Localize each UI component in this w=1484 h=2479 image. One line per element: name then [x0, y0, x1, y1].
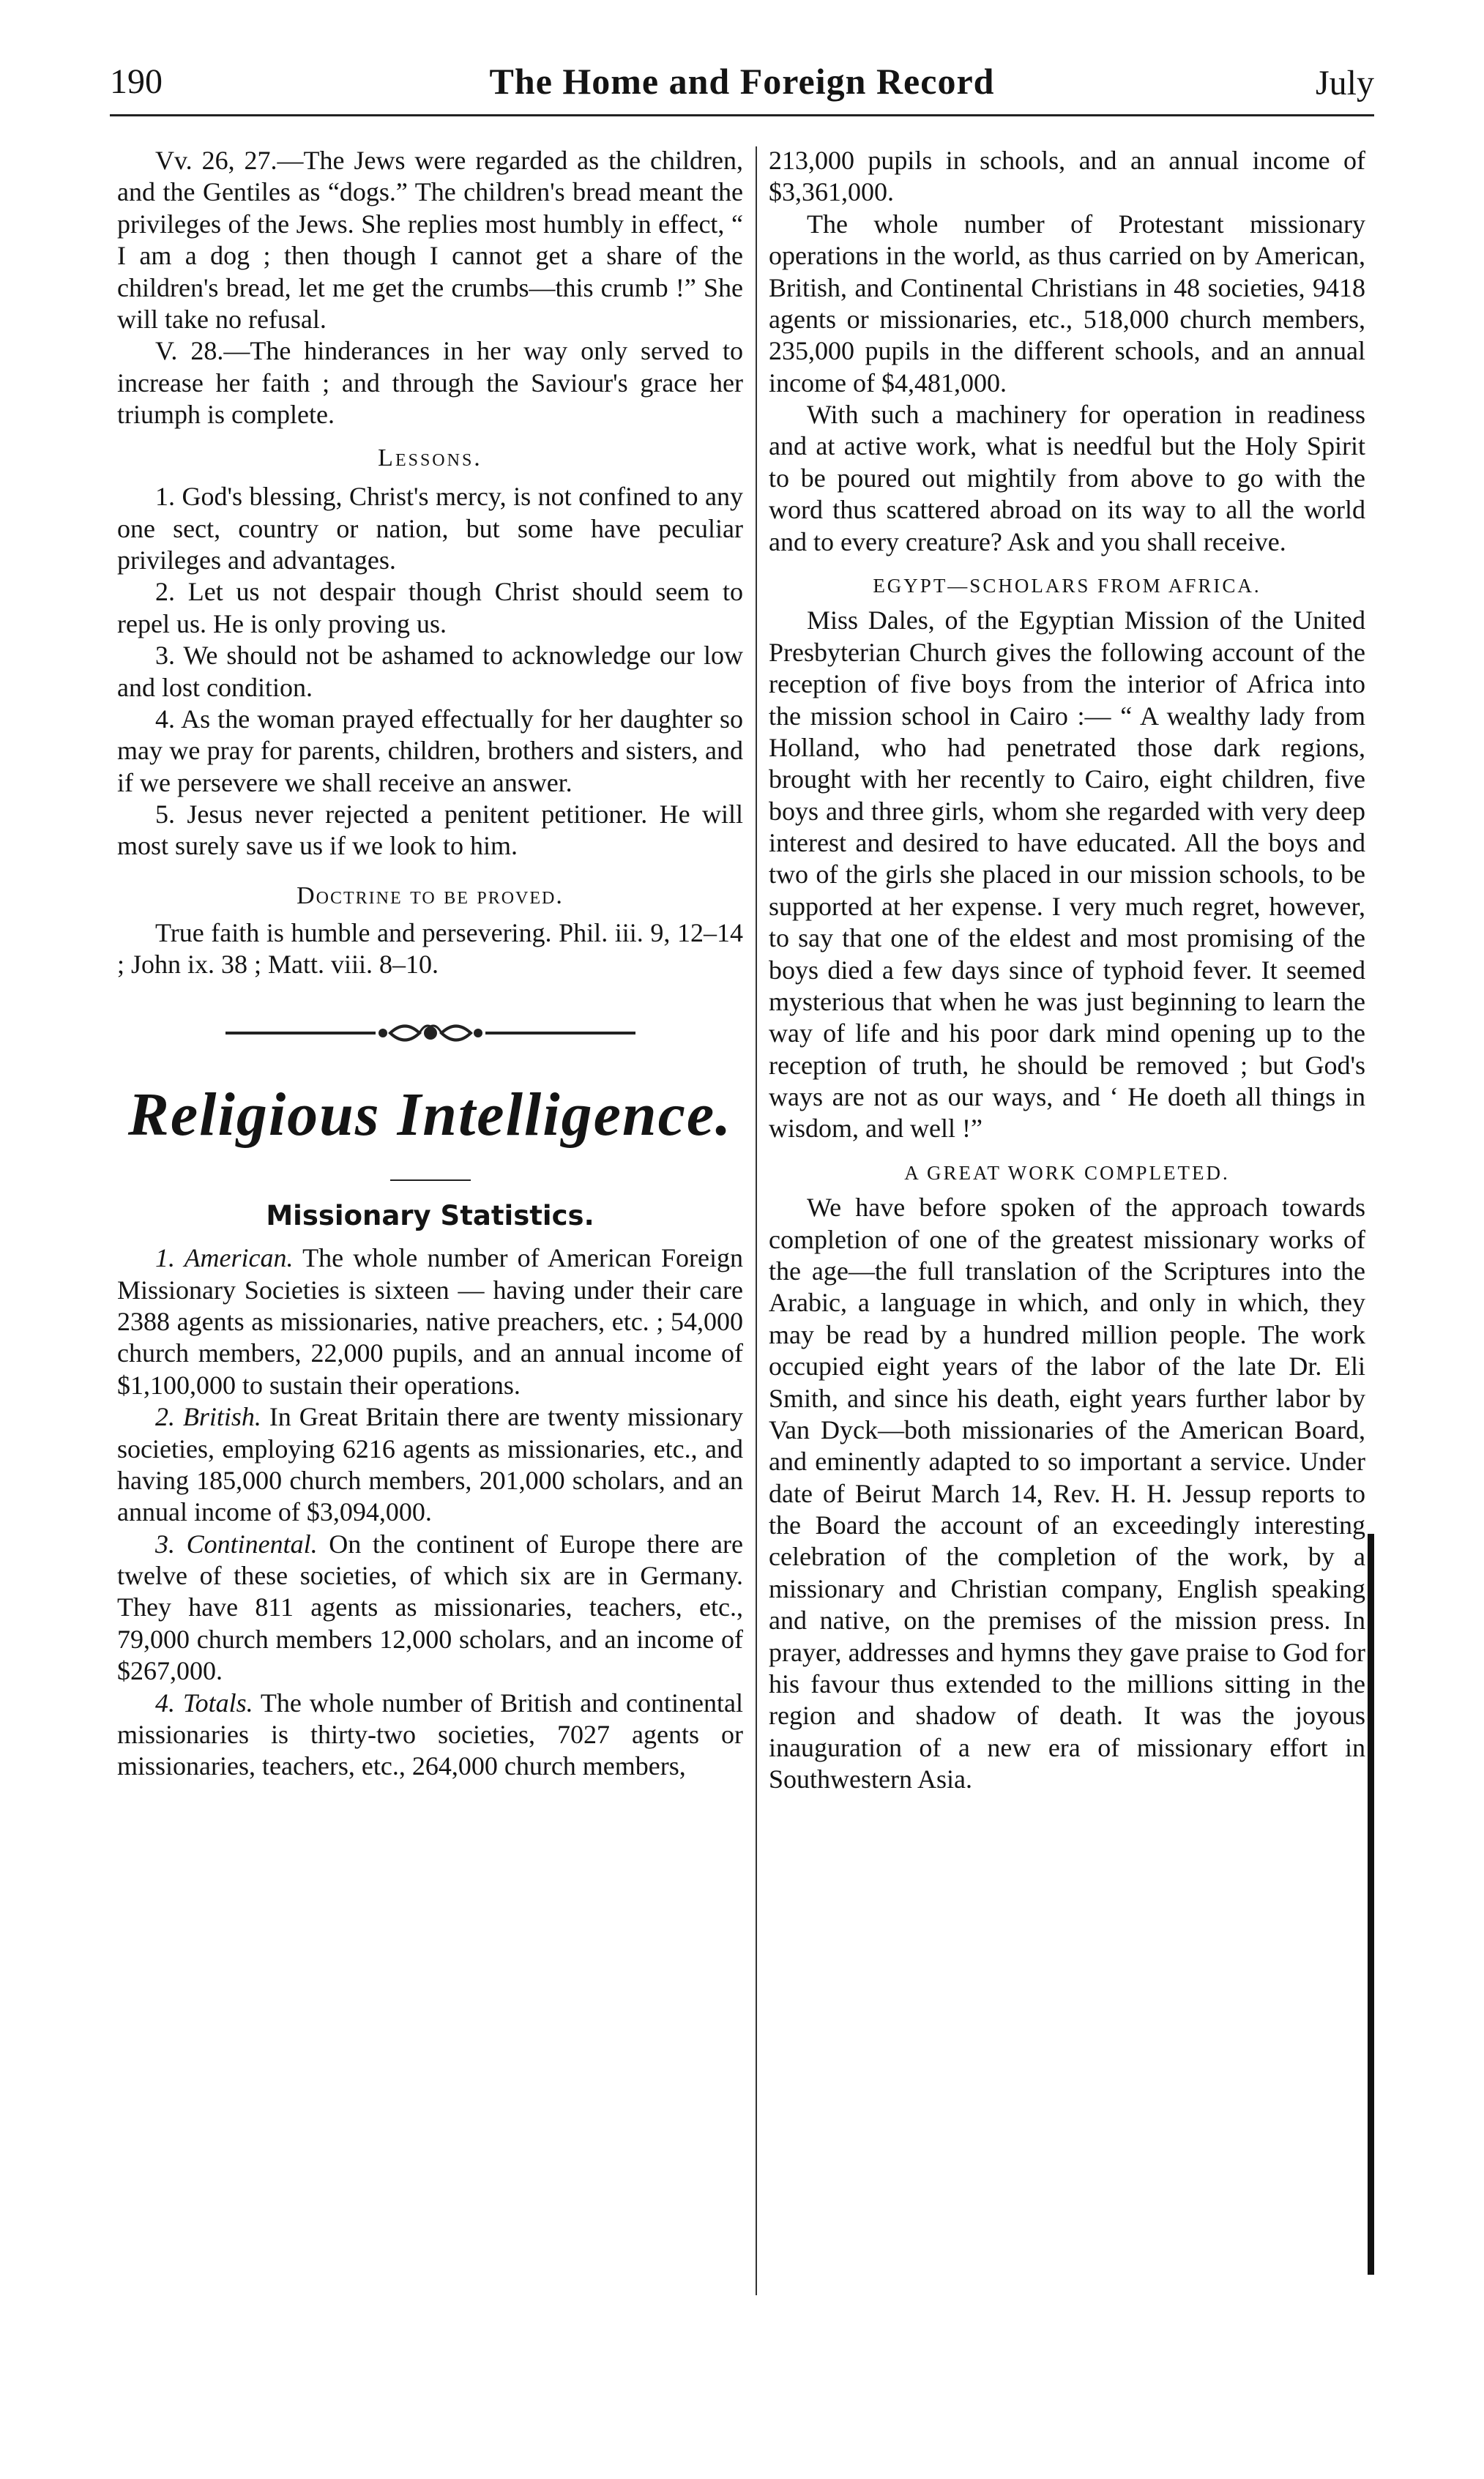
- issue-month: July: [1315, 64, 1374, 102]
- work-heading: A GREAT WORK COMPLETED.: [904, 1161, 1230, 1184]
- doctrine-heading: Doctrine to be proved.: [297, 881, 564, 909]
- flourish-ornament-icon: [225, 1015, 635, 1051]
- ornament-divider: [117, 1015, 743, 1059]
- doctrine-text: True faith is humble and persevering. Phil. iii. 9, 12–14 ; John ix. 38 ; Matt. viii. 8–10.: [117, 917, 743, 980]
- lesson-item: 5. Jesus never rejected a penitent petitioner. He will most surely save us if we look to him.: [117, 799, 743, 861]
- stat-item: [117, 1688, 743, 1783]
- stat-label: 4. Totals.: [155, 1688, 253, 1718]
- stat-item: [117, 1401, 743, 1529]
- running-head: [110, 61, 1374, 116]
- stat-label: 3. Continental.: [155, 1529, 318, 1559]
- stat-text: The whole number of American Foreign Missionary Societies is sixteen — having under their care 2388 agents as missionaries, native preachers, etc. ; 54,000 church members, 22,000 pupils, and an annual income of $1,100,000 to sustain their operations.: [117, 1243, 744, 1400]
- stat-item: [117, 1529, 743, 1688]
- paragraph: 213,000 pupils in schools, and an annual income of $3,361,000.: [769, 146, 1365, 207]
- stat-text: The whole number of British and continental missionaries is thirty-two societies, 7027 agents or missionaries, teachers, etc., 264,000 church members,: [117, 1688, 743, 1781]
- paragraph: We have before spoken of the approach towards completion of one of the greatest missionary works of the age—the full translation of the Scriptures into the Arabic, a language in which, and only in which, they may be read by a hundred million people. The work occupied eight years of the labor of the late Dr. Eli Smith, and since his death, eight years further labor by Van Dyck—both missionaries of the American Board, and eminently adapted to so important a service. Under date of Beirut March 14, Rev. H. H. Jessup reports to the Board the account of an exceedingly interesting celebration of the completion of the work, by a missionary and Christian company, English speaking and native, on the premises of the mission press. In prayer, addresses and hymns they gave praise to God for his favour thus extended to the millions sitting in the region and shadow of death. It was the joyous inauguration of a new era of missionary effort in Southwestern Asia.: [769, 1193, 1365, 1794]
- paragraph: Vv. 26, 27.—The Jews were regarded as the children, and the Gentiles as “dogs.” The children's bread meant the privileges of the Jews. She replies most humbly in effect, “ I am a dog ; then though I cannot get a share of the children's bread, let me get the crumbs—this crumb !” She will take no refusal.: [117, 146, 743, 334]
- stat-label: 2. British.: [155, 1402, 261, 1432]
- stat-label: 1. American.: [155, 1243, 294, 1273]
- margin-rule: [1368, 1534, 1374, 2275]
- column-divider: [756, 146, 757, 2295]
- right-column: [769, 145, 1365, 1795]
- short-rule: [390, 1179, 471, 1181]
- paragraph: V. 28.—The hinderances in her way only served to increase her faith ; and through the Saviour's grace her triumph is complete.: [117, 336, 743, 429]
- lessons-heading: Lessons.: [378, 444, 482, 472]
- stat-text: On the continent of Europe there are twelve of these societies, of which six are in Germany. They have 811 agents as missionaries, teachers, etc., 79,000 church members 12,000 scholars, and an income of $267,000.: [117, 1529, 744, 1686]
- journal-title: The Home and Foreign Record: [489, 61, 995, 102]
- lesson-item: 4. As the woman prayed effectually for her daughter so may we pray for parents, children, brothers and sisters, and if we persevere we shall receive an answer.: [117, 704, 743, 797]
- left-column: [117, 145, 743, 1783]
- subheading: Missionary Statistics.: [266, 1199, 594, 1231]
- lesson-item: 3. We should not be ashamed to acknowledge our low and lost condition.: [117, 641, 743, 702]
- paragraph: The whole number of Protestant missionary operations in the world, as thus carried on by American, British, and Continental Christians in 48 societies, 9418 agents or missionaries, etc., 518,000 church members, 235,000 pupils in the different schools, and an annual income of $4,481,000.: [769, 209, 1365, 398]
- paragraph: Miss Dales, of the Egyptian Mission of the United Presbyterian Church gives the following account of the reception of five boys from the interior of Africa into the mission school in Cairo :— “ A wealthy lady from Holland, who had penetrated those dark regions, brought with her recently to Cairo, eight children, five boys and three girls, whom she regarded with very deep interest and desired to have educated. All the boys and two of the girls she placed in our mission schools, to be supported at her expense. I very much regret, however, to say that one of the eldest and most promising of the boys died a few days since of typhoid fever. It seemed mysterious that when he was just beginning to learn the way of life and his poor dark mind opening up to the reception of truth, he should be removed ; but God's ways are not as our ways, and ‘ He doeth all things in wisdom, and well !”: [769, 605, 1365, 1144]
- stat-text: In Great Britain there are twenty missionary societies, employing 6216 agents as missionaries, etc., and having 185,000 church members, 201,000 scholars, and an annual income of $3,094,000.: [117, 1402, 743, 1527]
- egypt-heading: EGYPT—SCHOLARS FROM AFRICA.: [873, 574, 1261, 597]
- paragraph: With such a machinery for operation in readiness and at active work, what is needful but the Holy Spirit to be poured out mightily from above to go with the word thus scattered abroad on its way to all the world and to every creature? Ask and you shall receive.: [769, 400, 1365, 556]
- section-title: Religious Intelligence.: [127, 1080, 733, 1149]
- lesson-item: 1. God's blessing, Christ's mercy, is not confined to any one sect, country or nation, but some have peculiar privileges and advantages.: [117, 482, 743, 575]
- lesson-item: 2. Let us not despair though Christ should seem to repel us. He is only proving us.: [117, 577, 743, 638]
- stat-item: [117, 1242, 743, 1401]
- page-number: 190: [110, 62, 163, 101]
